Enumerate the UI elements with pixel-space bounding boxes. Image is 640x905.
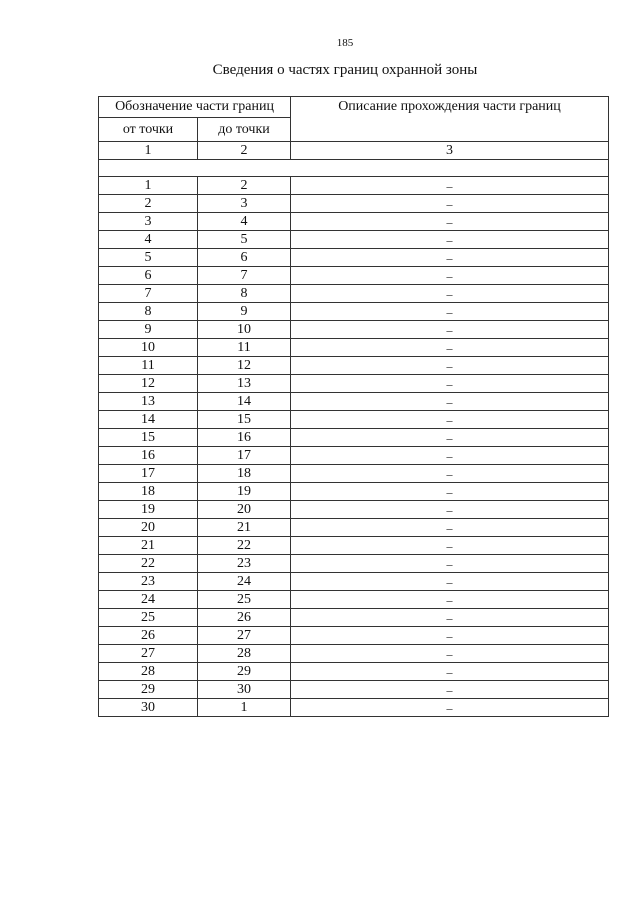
from-point-cell: 15 [99,429,198,447]
header-description: Описание прохождения части границ [291,97,609,142]
from-point-cell: 28 [99,663,198,681]
to-point-cell: 22 [198,537,291,555]
table-row [99,681,609,699]
description-cell: – [291,465,609,483]
to-point-cell: 24 [198,573,291,591]
description-cell: – [291,483,609,501]
empty-separator-cell [99,160,609,177]
to-point-cell: 30 [198,681,291,699]
description-cell: – [291,663,609,681]
description-cell: – [291,357,609,375]
description-cell: – [291,411,609,429]
description-cell: – [291,285,609,303]
description-cell: – [291,699,609,717]
from-point-cell: 30 [99,699,198,717]
from-point-cell: 11 [99,357,198,375]
description-cell: – [291,249,609,267]
table-row [99,447,609,465]
table-row [99,465,609,483]
table-row [99,213,609,231]
header-boundary-designation: Обозначение части границ [99,97,291,118]
from-point-cell: 5 [99,249,198,267]
to-point-cell: 21 [198,519,291,537]
from-point-cell: 12 [99,375,198,393]
to-point-cell: 26 [198,609,291,627]
table-row [99,591,609,609]
from-point-cell: 29 [99,681,198,699]
to-point-cell: 17 [198,447,291,465]
to-point-cell: 9 [198,303,291,321]
description-cell: – [291,537,609,555]
from-point-cell: 25 [99,609,198,627]
to-point-cell: 27 [198,627,291,645]
table-row [99,573,609,591]
to-point-cell: 1 [198,699,291,717]
column-number-1: 1 [99,142,198,160]
table-row [99,663,609,681]
from-point-cell: 4 [99,231,198,249]
description-cell: – [291,627,609,645]
table-row [99,339,609,357]
description-cell: – [291,573,609,591]
from-point-cell: 3 [99,213,198,231]
table-body [99,142,609,717]
to-point-cell: 28 [198,645,291,663]
table-row [99,303,609,321]
description-cell: – [291,213,609,231]
from-point-cell: 19 [99,501,198,519]
to-point-cell: 10 [198,321,291,339]
description-cell: – [291,681,609,699]
table-row [99,231,609,249]
to-point-cell: 13 [198,375,291,393]
description-cell: – [291,339,609,357]
table-row [99,267,609,285]
from-point-cell: 9 [99,321,198,339]
to-point-cell: 16 [198,429,291,447]
table-row [99,501,609,519]
from-point-cell: 21 [99,537,198,555]
from-point-cell: 26 [99,627,198,645]
from-point-cell: 24 [99,591,198,609]
column-number-3: 3 [291,142,609,160]
table-row [99,285,609,303]
table-row [99,537,609,555]
header-from-point: от точки [99,118,198,142]
description-cell: – [291,393,609,411]
description-cell: – [291,321,609,339]
table-row [99,429,609,447]
description-cell: – [291,195,609,213]
to-point-cell: 18 [198,465,291,483]
from-point-cell: 22 [99,555,198,573]
to-point-cell: 25 [198,591,291,609]
description-cell: – [291,501,609,519]
to-point-cell: 8 [198,285,291,303]
table-row [99,555,609,573]
description-cell: – [291,645,609,663]
from-point-cell: 13 [99,393,198,411]
to-point-cell: 2 [198,177,291,195]
empty-separator-row [99,160,609,177]
from-point-cell: 10 [99,339,198,357]
to-point-cell: 7 [198,267,291,285]
description-cell: – [291,591,609,609]
description-cell: – [291,519,609,537]
from-point-cell: 16 [99,447,198,465]
table-row [99,357,609,375]
from-point-cell: 20 [99,519,198,537]
to-point-cell: 19 [198,483,291,501]
from-point-cell: 7 [99,285,198,303]
to-point-cell: 23 [198,555,291,573]
from-point-cell: 23 [99,573,198,591]
to-point-cell: 3 [198,195,291,213]
to-point-cell: 20 [198,501,291,519]
description-cell: – [291,429,609,447]
table-row [99,177,609,195]
table-row [99,519,609,537]
description-cell: – [291,447,609,465]
from-point-cell: 6 [99,267,198,285]
table-header-row [99,97,609,118]
to-point-cell: 14 [198,393,291,411]
description-cell: – [291,267,609,285]
from-point-cell: 1 [99,177,198,195]
description-cell: – [291,609,609,627]
column-number-2: 2 [198,142,291,160]
to-point-cell: 6 [198,249,291,267]
description-cell: – [291,177,609,195]
table-row [99,627,609,645]
page-number: 185 [336,37,354,49]
table-row [99,195,609,213]
table-row [99,411,609,429]
to-point-cell: 5 [198,231,291,249]
boundary-parts-table [98,96,609,717]
header-to-point: до точки [198,118,291,142]
to-point-cell: 29 [198,663,291,681]
table-row [99,321,609,339]
table-row [99,393,609,411]
document-title: Сведения о частях границ охранной зоны [212,62,478,78]
from-point-cell: 18 [99,483,198,501]
to-point-cell: 4 [198,213,291,231]
from-point-cell: 17 [99,465,198,483]
from-point-cell: 8 [99,303,198,321]
from-point-cell: 27 [99,645,198,663]
column-number-row [99,142,609,160]
from-point-cell: 2 [99,195,198,213]
to-point-cell: 15 [198,411,291,429]
table-row [99,249,609,267]
description-cell: – [291,231,609,249]
table-row [99,645,609,663]
description-cell: – [291,303,609,321]
table-row [99,609,609,627]
table-row [99,699,609,717]
from-point-cell: 14 [99,411,198,429]
description-cell: – [291,375,609,393]
to-point-cell: 12 [198,357,291,375]
table-row [99,375,609,393]
description-cell: – [291,555,609,573]
table-row [99,483,609,501]
to-point-cell: 11 [198,339,291,357]
